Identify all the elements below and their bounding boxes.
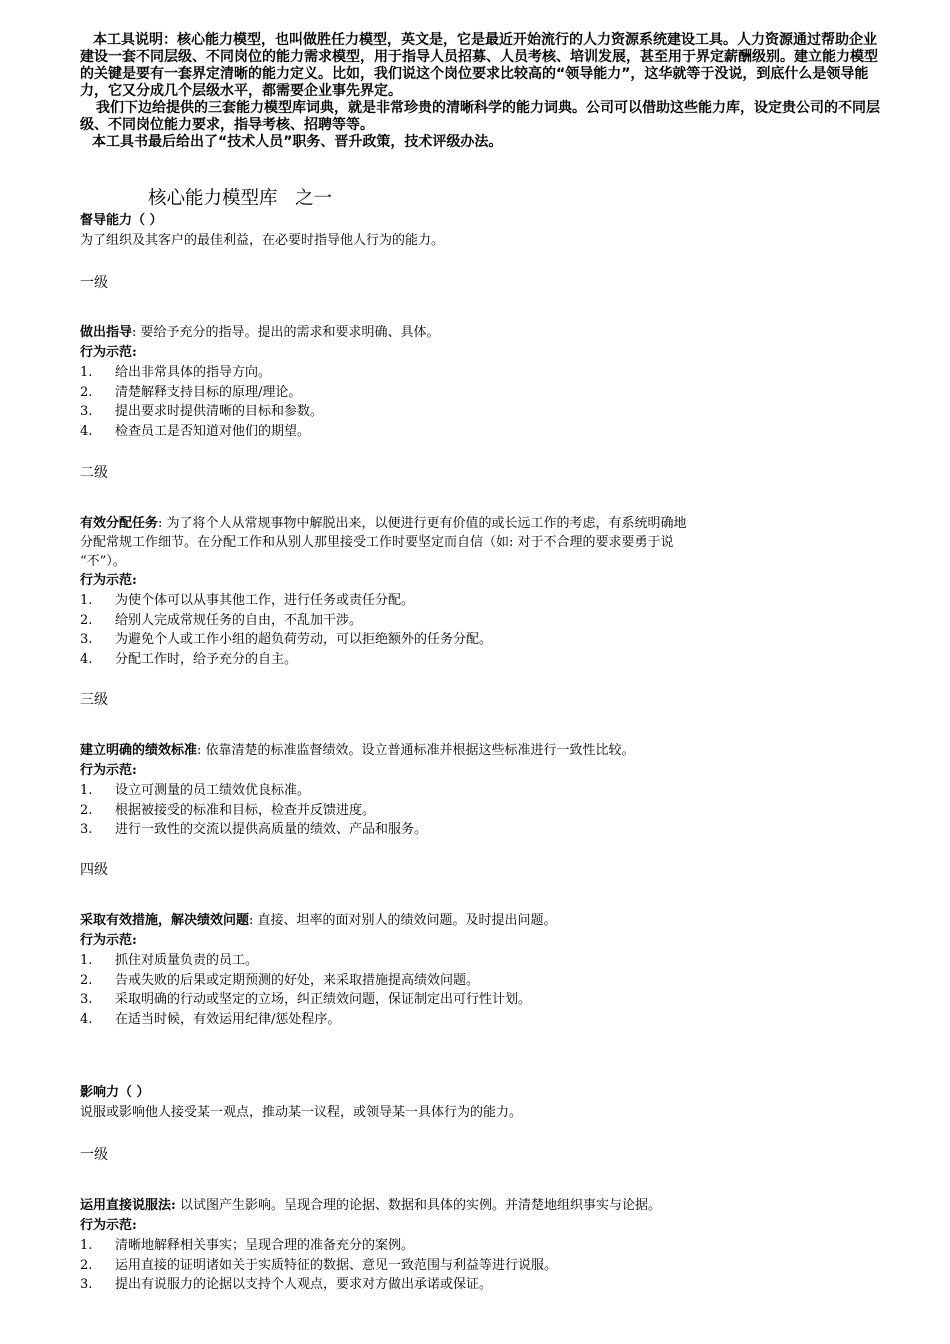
list-item: 1. 设立可测量的员工绩效优良标准。 xyxy=(80,783,311,798)
intro-paragraph-2: 我们下边给提供的三套能力模型库词典，就是非常珍贵的清晰科学的能力词典。公司可以借助这些能力库，设定贵公司的不同层级、不同岗位能力要求，指导考核、招聘等等。 xyxy=(80,100,880,133)
level-term: 运用直接说服法: xyxy=(80,1198,176,1213)
list-item: 4. 分配工作时，给予充分的自主。 xyxy=(80,651,298,667)
competency-name: 督导能力（ ） xyxy=(80,213,163,228)
level-label: 二级 xyxy=(80,465,108,481)
level-block xyxy=(80,741,880,840)
level-description: : 要给予充分的指导。提出的需求和要求明确、具体。 xyxy=(132,325,440,340)
list-item: 4. 检查员工是否知道对他们的期望。 xyxy=(80,423,311,439)
list-item: 2. 根据被接受的标准和目标，检查并反馈进度。 xyxy=(80,802,376,818)
competency-definition: 为了组织及其客户的最佳利益，在必要时指导他人行为的能力。 xyxy=(80,233,445,248)
level-block xyxy=(80,514,880,669)
list-item: 1. 给出非常具体的指导方向。 xyxy=(80,365,272,380)
competency-header xyxy=(80,1083,880,1123)
behavior-label: 行为示范: xyxy=(80,1218,137,1233)
level-description: : 依靠清楚的标准监督绩效。设立普通标准并根据这些标准进行一致性比较。 xyxy=(197,743,635,758)
list-item: 3. 提出有说服力的论据以支持个人观点，要求对方做出承诺或保证。 xyxy=(80,1277,493,1292)
list-item: 3. 进行一致性的交流以提供高质量的绩效、产品和服务。 xyxy=(80,822,428,837)
level-term: 建立明确的绩效标准 xyxy=(80,743,198,758)
level-description-line: “不”）。 xyxy=(80,554,126,569)
behavior-label: 行为示范: xyxy=(80,763,137,778)
intro-paragraphs xyxy=(80,32,890,151)
intro-paragraph-1: 本工具说明：核心能力模型，也叫做胜任力模型，英文是，它是最近开始流行的人力资源系统建设工具。人力资源通过帮助企业建设一套不同层级、不同岗位的能力需求模型，用于指导人员招募、人员考核、培训发展，甚至用于界定薪酬级别。建立能力模型的关键是要有一套界定清晰的能力定义。比如，我们说这个岗位要求比较高的“领导能力”，这华就等于没说，到底什么是领导能力，它又分成几个层级水平，都需要企业事先界定。 xyxy=(80,32,878,99)
list-item: 2. 给别人完成常规任务的自由，不乱加干涉。 xyxy=(80,612,363,628)
competency-header xyxy=(80,211,880,251)
list-item: 1. 抓住对质量负责的员工。 xyxy=(80,953,259,968)
level-description: 以试图产生影响。呈现合理的论据、数据和具体的实例。并清楚地组织事实与论据。 xyxy=(175,1198,661,1213)
level-label: 三级 xyxy=(80,692,108,708)
level-description-line: 分配常规工作细节。在分配工作和从别人那里接受工作时要坚定而自信（如: 对于不合理的要求要勇于说 xyxy=(80,535,674,550)
intro-paragraph-3: 本工具书最后给出了“技术人员”职务、晋升政策，技术评级办法。 xyxy=(92,134,503,150)
list-item: 3. 提出要求时提供清晰的目标和参数。 xyxy=(80,404,324,419)
competency-name: 影响力（ ） xyxy=(80,1085,150,1100)
level-block xyxy=(80,323,880,441)
level-block xyxy=(80,911,880,1029)
list-item: 4. 在适当时候，有效运用纪律/惩处程序。 xyxy=(80,1011,341,1027)
level-label: 四级 xyxy=(80,862,108,878)
list-item: 2. 告戒失败的后果或定期预测的好处，来采取措施提高绩效问题。 xyxy=(80,972,480,988)
page-title: 核心能力模型库 之一 xyxy=(148,188,333,209)
level-term: 做出指导 xyxy=(80,325,133,340)
level-label: 一级 xyxy=(80,275,108,291)
behavior-label: 行为示范: xyxy=(80,933,137,948)
behavior-label: 行为示范: xyxy=(80,345,137,360)
list-item: 2. 运用直接的证明诸如关于实质特征的数据、意见一致范围与利益等进行说服。 xyxy=(80,1257,558,1273)
list-item: 3. 为避免个人或工作小组的超负荷劳动，可以拒绝额外的任务分配。 xyxy=(80,632,493,647)
level-description: : 为了将个人从常规事物中解脱出来，以便进行更有价值的或长远工作的考虑，有系统明确地 xyxy=(158,516,687,531)
behavior-label: 行为示范: xyxy=(80,573,137,588)
level-term: 有效分配任务 xyxy=(80,516,159,531)
list-item: 2. 清楚解释支持目标的原理/理论。 xyxy=(80,384,302,400)
list-item: 1. 为使个体可以从事其他工作，进行任务或责任分配。 xyxy=(80,593,415,608)
list-item: 3. 采取明确的行动或坚定的立场，纠正绩效问题，保证制定出可行性计划。 xyxy=(80,992,532,1007)
level-label: 一级 xyxy=(80,1147,108,1163)
competency-definition: 说服或影响他人接受某一观点，推动某一议程，或领导某一具体行为的能力。 xyxy=(80,1105,523,1120)
list-item: 1. 清晰地解释相关事实；呈现合理的准备充分的案例。 xyxy=(80,1238,415,1253)
level-block xyxy=(80,1196,880,1295)
level-description: : 直接、坦率的面对别人的绩效问题。及时提出问题。 xyxy=(249,913,557,928)
level-term: 采取有效措施，解决绩效问题 xyxy=(80,913,250,928)
